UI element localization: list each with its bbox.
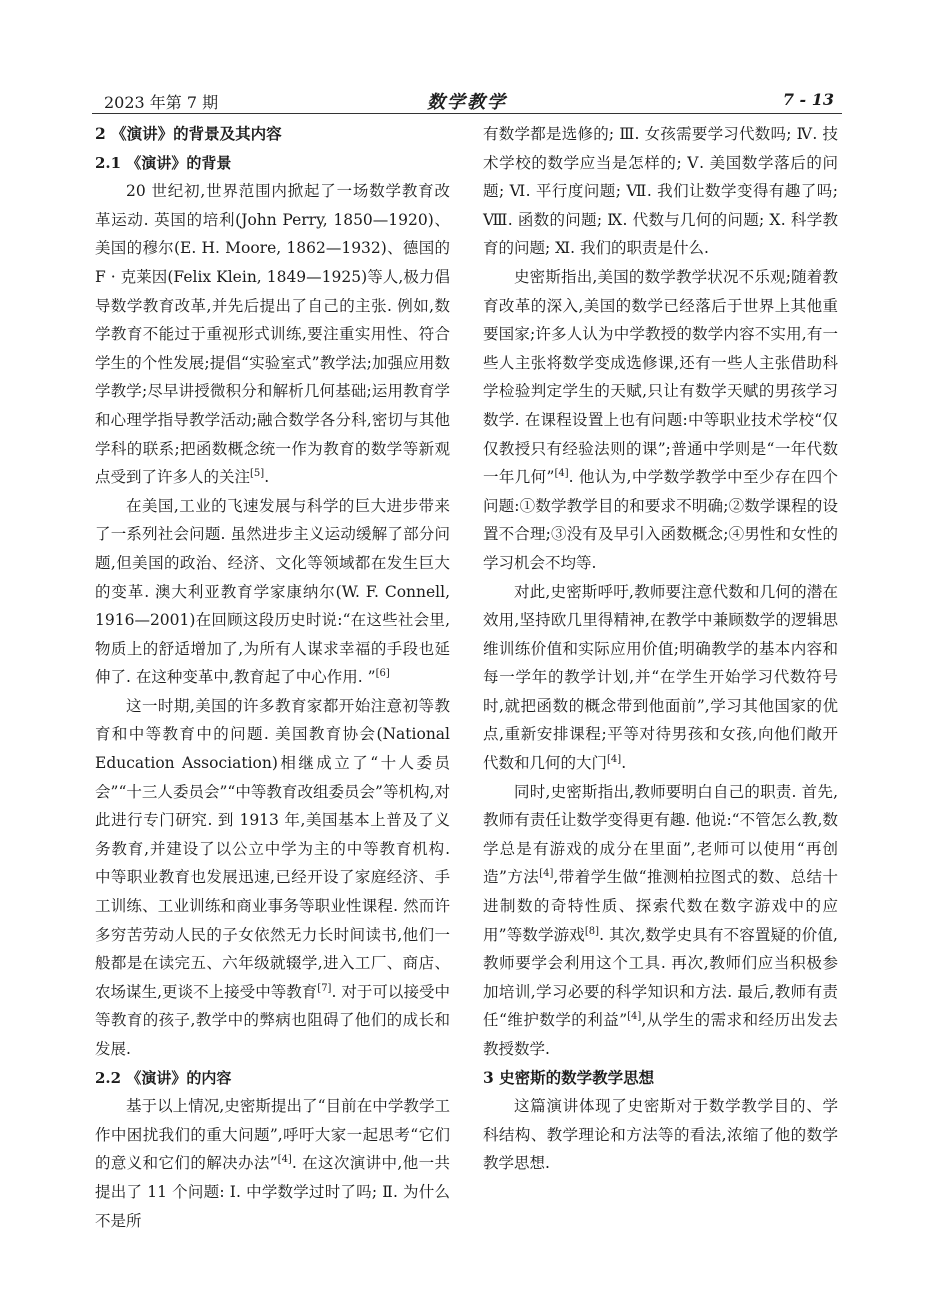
issue-label: 2023 年第 7 期 (104, 93, 219, 112)
citation[interactable]: [4] (277, 1154, 292, 1166)
right-column (483, 120, 838, 1178)
paragraph: 这一时期,美国的许多教育家都开始注意初等教育和中等教育中的问题. 美国教育协会(National Education Association)相继成立了“十人委员会”“十三人委员会”“中等教育改组委员会”等机构,对此进行专门研究. 到 1913 年,美国基本上普及了义务教育,并建设了以公立中学为主的中等教育机构. 中等职业教育也发展迅速,已经开设了家庭经济、手工训练、工业训练和商业事务等职业性课程. 然而许多穷苦劳动人民的子女依然无力长时间读书,他们一般都是在读完五、六年级就辍学,进入工厂、商店、农场谋生,更谈不上接受中等教育[7]. 对于可以接受中等教育的孩子,教学中的弊病也阻碍了他们的成长和发展. (95, 696, 450, 1058)
left-column (95, 120, 450, 1235)
paragraph: 基于以上情况,史密斯提出了“目前在中学教学工作中困扰我们的重大问题”,呼吁大家一起思考“它们的意义和它们的解决办法”[4]. 在这次演讲中,他一共提出了 11 个问题: Ⅰ. 中学数学过时了吗; Ⅱ. 为什么不是所 (95, 1097, 450, 1230)
citation[interactable]: [7] (317, 982, 332, 994)
citation[interactable]: [8] (584, 925, 600, 937)
paragraph: 史密斯指出,美国的数学教学状况不乐观;随着教育改革的深入,美国的数学已经落后于世界上其他重要国家;许多人认为中学教授的数学内容不实用,有一些人主张将数学变成选修课,还有一些人主张借助科学检验判定学生的天赋,只让有数学天赋的男孩学习数学. 在课程设置上也有问题:中等职业技术学校“仅仅教授只有经验法则的课”;普通中学则是“一年代数一年几何”[4]. 他认为,中学数学教学中至少存在四个问题:①数学教学目的和要求不明确;②数学课程的设置不合理;③没有及早引入函数概念;④男性和女性的学习机会不均等. (483, 267, 838, 572)
page-number: 7 - 13 (782, 90, 834, 109)
paragraph: 有数学都是选修的; Ⅲ. 女孩需要学习代数吗; Ⅳ. 技术学校的数学应当是怎样的; Ⅴ. 美国数学落后的问题; Ⅵ. 平行度问题; Ⅶ. 我们让数学变得有趣了吗; Ⅷ. 函数的问题; Ⅸ. 代数与几何的问题; Ⅹ. 科学教育的问题; Ⅺ. 我们的职责是什么. (483, 125, 838, 258)
journal-title: 数学教学 (427, 92, 507, 113)
subsection-2-1-title: 2.1 《演讲》的背景 (95, 153, 232, 172)
citation[interactable]: [4] (627, 1011, 642, 1023)
citation[interactable]: [4] (554, 467, 569, 479)
running-header (92, 86, 842, 114)
section-2-title: 2 《演讲》的背景及其内容 (95, 124, 282, 143)
paragraph: 20 世纪初,世界范围内掀起了一场数学教育改革运动. 英国的培利(John Perry, 1850—1920)、美国的穆尔(E. H. Moore, 1862—1932)、德国的 F · 克莱因(Felix Klein, 1849—1925)等人,极力倡导数学教育改革,并先后提出了自己的主张. 例如,数学教育不能过于重视形式训练,要注重实用性、符合学生的个性发展;提倡“实验室式”教学法;加强应用数学教学;尽早讲授微积分和解析几何基础;运用教育学和心理学指导教学活动;融合数学各分科,密切与其他学科的联系;把函数概念统一作为教育的数学等新观点受到了许多人的关注[5]. (95, 182, 450, 487)
citation[interactable]: [4] (539, 868, 554, 880)
subsection-2-2-title: 2.2 《演讲》的内容 (95, 1068, 232, 1087)
header-rule (92, 113, 842, 114)
section-3-title: 3 史密斯的数学教学思想 (483, 1067, 655, 1087)
paragraph: 这篇演讲体现了史密斯对于数学教学目的、学科结构、教学理论和方法等的看法,浓缩了他的数学教学思想. (483, 1097, 838, 1173)
citation[interactable]: [6] (375, 668, 390, 680)
citation[interactable]: [4] (607, 753, 622, 765)
paragraph: 对此,史密斯呼吁,教师要注意代数和几何的潜在效用,坚持欧几里得精神,在教学中兼顾数学的逻辑思维训练价值和实际应用价值;明确教学的基本内容和每一学年的教学计划,并“在学生开始学习代数符号时,就把函数的概念带到他面前”,学习其他国家的优点,重新安排课程;平等对待男孩和女孩,向他们敞开代数和几何的大门[4]. (483, 582, 838, 773)
citation[interactable]: [5] (250, 467, 265, 479)
paragraph: 在美国,工业的飞速发展与科学的巨大进步带来了一系列社会问题. 虽然进步主义运动缓解了部分问题,但美国的政治、经济、文化等领域都在发生巨大的变革. 澳大利亚教育学家康纳尔(W. F. Connell, 1916—2001)在回顾这段历史时说:“在这些社会里,物质上的舒适增加了,为所有人谋求幸福的手段也延伸了. 在这种变革中,教育起了中心作用. ”[6] (95, 496, 450, 687)
paragraph: 同时,史密斯指出,教师要明白自己的职责. 首先,教师有责任让数学变得更有趣. 他说:“不管怎么教,数学总是有游戏的成分在里面”,老师可以使用“再创造”方法[4],带着学生做“推测柏拉图式的数、总结十进制数的奇特性质、探索代数在数字游戏中的应用”等数学游戏[8]. 其次,数学史具有不容置疑的价值,教师要学会利用这个工具. 再次,教师们应当积极参加培训,学习必要的科学知识和方法. 最后,教师有责任“维护数学的利益”[4],从学生的需求和经历出发去教授数学. (483, 782, 838, 1058)
